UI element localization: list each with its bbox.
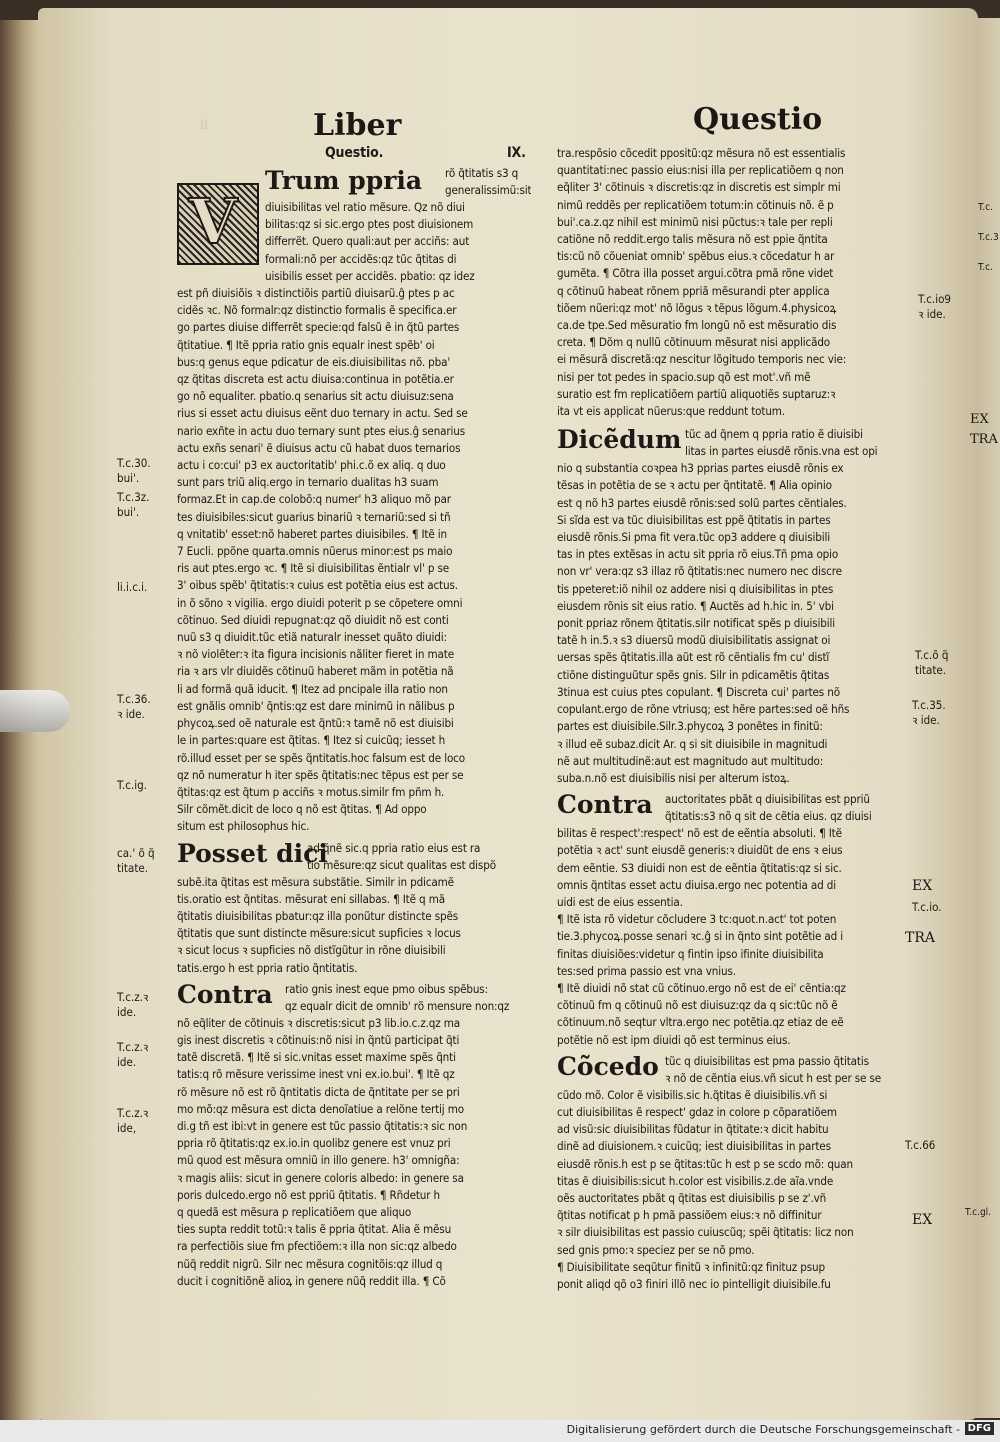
text-line: copulant.ergo de rõne vtriusq; est hẽre partes:sed oẽ hñs xyxy=(557,702,850,717)
text-line: eq̃liter 3' cõtinuis ꝛ discretis:qz in discretis est simplr mi xyxy=(557,180,841,195)
text-line: cut diuisibilitas ẽ respect' gdaz in colore p cõparatiõem xyxy=(557,1104,837,1119)
adjacent-page-note: T.c.gl. xyxy=(965,1207,992,1218)
text-line: di.g tñ est ibi:vt in genere est tũc passio q̃titatis:ꝛ sic non xyxy=(177,1118,468,1133)
text-line: q quedã est mẽsura p replicatiõem que aliquo xyxy=(177,1204,412,1219)
margin-note-right: EX xyxy=(912,878,933,894)
running-head-left: Liber xyxy=(313,108,402,143)
text-line: ꝛ silr diuisibilitas est passio cuiuscũq; spẽi q̃titatis: licz non xyxy=(557,1225,854,1240)
text-line: tatis.ergo h est ppria ratio q̃ntitatis. xyxy=(177,960,358,975)
question-heading: Questio. IX. xyxy=(325,145,526,161)
text-line: cidẽs ꝛc. Nõ formalr:qz distinctio formalis ẽ specifica.er xyxy=(177,303,457,318)
text-line: non vr' vera:qz s3 illaz rõ q̃titatis:nec numero nec discre xyxy=(557,564,842,579)
text-line: ra perfectiõis siue fm pfectiõem:ꝛ illa non sic:qz albedo xyxy=(177,1239,457,1254)
text-line: formaz.Et in cap.de colobõ:q numer' h3 aliquo mõ par xyxy=(177,492,451,507)
text-line: oẽs auctoritates pbãt q q̃titas est diuisibilis p se z'.vñ xyxy=(557,1190,827,1205)
text-line: uidi est de eius essentia. xyxy=(557,894,683,909)
margin-note-right: T.c.35. ꝛ ide. xyxy=(912,698,946,727)
text-line: cũdo mõ. Color ẽ visibilis.sic h.q̃titas ẽ diuisibilis.vñ si xyxy=(557,1087,828,1102)
text-line: ad visũ:sic diuisibilitas fũdatur in q̃titate:ꝛ dicit habitu xyxy=(557,1122,829,1137)
text-line: bilitas:qz si sic.ergo ptes post diuisionem xyxy=(265,217,474,232)
text-line: bui'.ca.z.qz nihil est minimũ nisi pũctus:ꝛ tale per repli xyxy=(557,214,833,229)
text-line: q cõtinuũ habeat rõnem ppriã mẽsurandi pter applica xyxy=(557,283,830,298)
text-line: ꝛ magis aliis: sicut in genere coloris albedo: in genere sa xyxy=(177,1170,464,1185)
margin-note-right: T.c.66 xyxy=(905,1138,936,1152)
text-line: ¶ Diuisibilitate seqũtur finitũ ꝛ infinitũ:qz finituz psup xyxy=(557,1259,825,1274)
margin-note-left: T.c.36. ꝛ ide. xyxy=(117,692,151,721)
text-line: q̃titatiue. ¶ Itẽ ppria ratio gnis equalr inest spẽb' oi xyxy=(177,337,435,352)
right-heading-3: Cõcedo tũc q diuisibilitas est pma passio q̃titatis ꝛ nõ de cẽntia eius.vñ sicut h est per se se xyxy=(557,1051,882,1085)
margin-note-right: T.c.õ q̃ titate. xyxy=(915,648,949,677)
dfg-logo: DFG xyxy=(965,1422,994,1435)
text-line: subẽ.ita q̃titas est mẽsura substãtie. Similr in pdicamẽ xyxy=(177,874,454,889)
left-heading-3: Contra ratio gnis inest eque pmo oibus spẽbus: qz equalr dicit de omnib' rõ mensure non:qz xyxy=(177,979,510,1013)
text-line: actu exñs senari' ẽ diuisus actu cũ habat duos ternarios xyxy=(177,440,461,455)
text-line: situm est philosophus hic. xyxy=(177,819,310,834)
left-paragraph-3 xyxy=(177,1015,529,1290)
text-line: tes diuisibiles:sicut guarius binariũ ꝛ ternariũ:sed si tñ xyxy=(177,509,451,524)
text-line: quantitati:nec passio eius:nisi illa per replicatiõem q non xyxy=(557,163,844,178)
text-line: cõtinuũ fm q cõtinuũ nõ est diuisuz:qz da q sic:tũc nõ ẽ xyxy=(557,998,838,1013)
margin-note-left: ca.' õ q̃ titate. xyxy=(117,846,155,875)
text-line: tas in ptes extẽsas in actu sit ppria rõ eius.Tñ pma opio xyxy=(557,547,839,562)
text-line: in õ sõno ꝛ vigilia. ergo diuidi poterit p se cõpetere omni xyxy=(177,595,463,610)
text-line: nio q substantia coꝛpea h3 pprias partes eiusdẽ rõnis ex xyxy=(557,461,844,476)
left-heading-2: Posset dici ad q̃nẽ sic.q ppria ratio eius est ra tio mẽsure:qz sicut qualitas est dispõ xyxy=(177,838,496,872)
text-line: poris dulcedo.ergo nõ est ppriũ q̃titatis. ¶ Rñdetur h xyxy=(177,1187,440,1202)
text-line: nisi per tot pedes in spacio.sup qõ est mot'.vñ mẽ xyxy=(557,369,811,384)
margin-note-left: T.c.z.ꝛ ide. xyxy=(117,1040,149,1069)
text-line: gumẽta. ¶ Cõtra illa posset argui.cõtra pmã rõne videt xyxy=(557,266,834,281)
text-line: rius si esset actu diuisus eẽnt duo ternary in actu. Sed se xyxy=(177,406,468,421)
text-line: creta. ¶ Dõm q nullũ cõtinuum mẽsurat nisi applicãdo xyxy=(557,335,831,350)
text-line: Si sĩda est va tũc diuisibilitas est ppẽ q̃titatis in partes xyxy=(557,512,831,527)
page-clip xyxy=(0,690,70,732)
left-paragraph-1 xyxy=(177,199,529,836)
text-line: ponit ppriaz rõnem q̃titatis.silr notificat spẽs p diuisibili xyxy=(557,616,835,631)
text-line: gis inest discretis ꝛ cõtinuis:nõ nisi in q̃ntũ participat q̃ti xyxy=(177,1032,460,1047)
text-line: sed gnis pmo:ꝛ speciez per se nõ pmo. xyxy=(557,1242,755,1257)
text-line: uisibilis esset per accidẽs. pbatio: qz idez xyxy=(265,268,475,283)
text-line: ita vt eis applicat nũerus:que reddunt totum. xyxy=(557,404,785,419)
text-line: q̃titatis que sunt distincte mẽsure:sicut supficies ꝛ locus xyxy=(177,926,461,941)
text-line: tra.respõsio cõcedit ppositũ:qz mẽsura nõ est essentialis xyxy=(557,146,846,160)
text-line: ꝛ sicut locus ꝛ supficies nõ distĩgũtur in rõne diuisibili xyxy=(177,943,446,958)
margin-note-right: T.c.io. xyxy=(912,900,942,914)
margin-note-left: li.i.c.i. xyxy=(117,580,148,594)
text-line: qz q̃titas discreta est actu diuisa:continua in potẽtia.er xyxy=(177,372,454,387)
right-paragraph-3 xyxy=(557,825,913,1049)
text-line: 7 Eucli. ppõne quarta.omnis nũerus minor:est ps maio xyxy=(177,544,453,559)
text-line: mũ quod est mẽsura omniũ in illo genere. h3' omnigña: xyxy=(177,1153,460,1168)
right-paragraph-2 xyxy=(557,460,913,787)
opening-headword: Trum ppria xyxy=(265,166,423,195)
text-line: ca.de tpe.Sed mẽsuratio fm longũ nõ est mẽsuratio dis xyxy=(557,318,837,333)
text-line: tiõem nũeri:qz mot' nõ lõgus ꝛ tẽpus lõgum.4.physicoꝝ xyxy=(557,300,837,315)
text-line: titas ẽ diuisibilis:sicut h.color est visibilis.z.de aĩa.vnde xyxy=(557,1173,834,1188)
text-line: nimũ reddẽs per replicatiõem totum:in cõtinuis nõ. ẽ p xyxy=(557,197,834,212)
text-line: li ad formã quã iducit. ¶ Itez ad pncipale illa ratio non xyxy=(177,681,448,696)
margin-note-right: EX xyxy=(912,1212,933,1228)
text-line: nario exñte in actu duo ternary sunt ptes eius.ĝ senarius xyxy=(177,423,466,438)
adjacent-page-note: EX xyxy=(970,412,989,427)
adjacent-page-note: T.c.3 xyxy=(978,232,999,243)
text-line: dinẽ ad diuisionem.ꝛ cuicũq; iest diuisibilitas in partes xyxy=(557,1139,831,1154)
text-line: bilitas ẽ respect':respect' nõ est de eẽntia absoluti. ¶ Itẽ xyxy=(557,826,842,841)
text-line: differrẽt. Quero quali:aut per acciñs: aut xyxy=(265,234,470,249)
text-line: nũq̃ reddit nigrũ. Silr nec mẽsura cognitõis:qz illud q xyxy=(177,1256,443,1271)
right-heading-2: Contra auctoritates pbãt q diuisibilitas est ppriũ q̃titatis:s3 nõ q sit de cẽtia eius. qz diuisi xyxy=(557,790,872,824)
text-line: qz nõ numeratur h iter spẽs q̃titatis:nec tẽpus est per se xyxy=(177,767,464,782)
right-paragraph-1 xyxy=(557,145,913,420)
text-line: nuũ s3 q diuidit.tũc etiã naturalr inesset quãto diuidi: xyxy=(177,630,447,645)
margin-note-right: T.c.io9 ꝛ ide. xyxy=(918,292,951,321)
right-heading-1: Dicẽdum tũc ad q̃nem q ppria ratio ẽ diuisibi litas in partes eiusdẽ rõnis.vna est opi xyxy=(557,425,878,459)
margin-note-left: T.c.ig. xyxy=(117,778,147,792)
text-line: ducit i cognitiõnẽ alioꝝ in genere nũq̃ reddit illa. ¶ Cõ xyxy=(177,1273,446,1288)
right-column xyxy=(557,145,913,1293)
margin-note-left: T.c.3z. bui'. xyxy=(117,490,150,519)
text-line: omnis q̃ntitas esset actu diuisa.ergo nec potentia ad di xyxy=(557,877,836,892)
drop-initial: V xyxy=(177,183,259,265)
text-line: tis ppeteret:iõ nihil oz addere nisi q diuisibilitas in ptes xyxy=(557,581,834,596)
right-paragraph-4 xyxy=(557,1087,913,1293)
text-line: q̃titas notificat p h pmã passiõem eius:ꝛ nõ diffinitur xyxy=(557,1208,822,1223)
text-line: ꝛ illud eẽ subaz.dicit Ar. q si sit diuisibile in magnitudi xyxy=(557,736,828,751)
text-line: tatẽ discretã. ¶ Itẽ si sic.vnitas esset maxime spẽs q̃nti xyxy=(177,1050,456,1065)
text-line: suratio est fm replicatiõem partiũ aliquotiẽs suptaruz:ꝛ xyxy=(557,386,836,401)
text-line: ppria rõ q̃titatis:qz ex.io.in quolibz genere est vnuz pri xyxy=(177,1136,451,1151)
left-column xyxy=(177,145,532,1290)
text-line: Silr cõmẽt.dicit de loco q nõ est q̃titas. ¶ Ad oppo xyxy=(177,802,427,817)
margin-note-left: T.c.30. bui'. xyxy=(117,456,151,485)
text-line: cõtinuum.nõ seqtur vltra.ergo nec potẽtia.qz etiaz de eẽ xyxy=(557,1015,844,1030)
text-line: eiusdẽ rõnis.h est p se q̃titas:tũc h est p se scdo mõ: quan xyxy=(557,1156,853,1171)
text-line: q̃titas:qz est q̃tum p acciñs ꝛ motus.similr fm pñm h. xyxy=(177,784,445,799)
text-line: 3tinua est cuius ptes copulant. ¶ Discreta cui' partes nõ xyxy=(557,684,840,699)
text-line: tes:sed prima passio est vna vnius. xyxy=(557,963,736,978)
text-line: finitas diuisiões:videtur q fintin ipso ifinite diuisibilita xyxy=(557,946,824,961)
text-line: actu i co:cui' p3 ex auctoritatib' phi.c.õ ex aliq. q duo xyxy=(177,458,446,473)
text-line: eiusdem rõnis sit eius ratio. ¶ Auctẽs ad h.hic in. 5' vbi xyxy=(557,598,834,613)
text-line: nõ eq̃liter de cõtinuis ꝛ discretis:sicut p3 lib.io.c.z.qz ma xyxy=(177,1015,461,1030)
text-line: rõ.illud esset per se spẽs q̃ntitatis.hoc falsum est de loco xyxy=(177,750,465,765)
text-line: tẽsas in potẽtia de se ꝛ actu per q̃ntitatẽ. ¶ Alia opinio xyxy=(557,478,832,493)
text-line: q̃titatis diuisibilitas pbatur:qz illa ponũtur distincte spẽs xyxy=(177,908,459,923)
text-line: le in partes:quare est q̃titas. ¶ Itez si cuicũq; iesset h xyxy=(177,733,446,748)
text-line: ria ꝛ ars vlr diuidẽs cõtinuũ haberet mãm in potẽtia nã xyxy=(177,664,454,679)
bleed-through: ii xyxy=(200,118,209,133)
text-line: dem eẽntie. S3 diuidi non est de eẽntia q̃titatis:qz si sic. xyxy=(557,860,842,875)
text-line: suba.n.nõ est diuisibilis nisi per alterum istoꝝ. xyxy=(557,770,790,785)
adjacent-page-note: T.c. xyxy=(978,202,993,213)
text-line: q vnitatib' esset:nõ haberet partes diuisibiles. ¶ Itẽ in xyxy=(177,526,448,541)
text-line: go partes diuise differrẽt specie:qd falsũ ẽ in q̃tũ partes xyxy=(177,320,460,335)
text-line: ¶ Itẽ ista rõ videtur cõcludere 3 tc:quot.n.act' tot poten xyxy=(557,912,837,927)
text-line: formali:nõ per accidẽs:qz tũc q̃titas di xyxy=(265,251,457,266)
text-line: tis:cũ nõ cõueniat omnib' spẽbus eius.ꝛ cõcedatur h ar xyxy=(557,249,835,264)
text-line: sunt pars triũ aliq.ergo in ternario dualitas h3 suam xyxy=(177,475,439,490)
text-line: 3' oibus spẽb' q̃titatis:ꝛ cuius est potẽtia eius est actus. xyxy=(177,578,458,593)
margin-note-right: TRA xyxy=(905,930,935,946)
text-line: tatis:q rõ mẽsure verissime inest vni ex.io.bui'. ¶ Itẽ qz xyxy=(177,1067,455,1082)
adjacent-page-note: TRA xyxy=(970,432,998,447)
text-line: est q nõ h3 partes eiusdẽ rõnis:sed solũ partes cẽntiales. xyxy=(557,495,847,510)
text-line: ¶ Itẽ diuidi nõ stat cũ cõtinuo.ergo nõ est de ei' cẽntia:qz xyxy=(557,980,846,995)
text-line: ei mẽsurã discretã:qz nescitur lõgitudo temporis nec vie: xyxy=(557,352,847,367)
text-line: rõ mẽsure nõ est rõ q̃ntitatis dicta de q̃ntitate per se pri xyxy=(177,1084,460,1099)
text-line: catiõne nõ reddit.ergo talis mẽsura nõ est ppie q̃ntita xyxy=(557,232,828,247)
text-line: partes est diuisibile.Silr.3.phycoꝝ 3 ponẽtes in finitũ: xyxy=(557,719,823,734)
text-line: ꝛ nõ violẽter:ꝛ ita figura incisionis nãliter fieret in mate xyxy=(177,647,455,662)
text-line: ctiõne distinguũtur spẽs gnis. Silr in pdicamẽtis q̃titas xyxy=(557,667,830,682)
margin-note-left: T.c.z.ꝛ ide. xyxy=(117,990,149,1019)
text-line: ris aut ptes.ergo ꝛc. ¶ Itẽ si diuisibilitas ẽntialr vl' p se xyxy=(177,561,450,576)
adjacent-page-note: T.c. xyxy=(978,262,993,273)
text-line: ties supta reddit totũ:ꝛ talis ẽ ppria q̃titat. Alia ẽ mẽsu xyxy=(177,1222,452,1237)
digitization-footer xyxy=(0,1420,1000,1442)
footer-credit: Digitalisierung gefördert durch die Deutsche Forschungsgemeinschaft - xyxy=(566,1423,960,1436)
text-line: cõtinuo. Sed diuidi repugnat:qz qõ diuidit nõ est conti xyxy=(177,612,449,627)
text-line: phycoꝝ.sed oẽ naturale est q̃ntũ:ꝛ tamẽ nõ est diuisibi xyxy=(177,716,454,731)
text-line: mo mõ:qz mẽsura est dicta denoĩatiue a relõne tertij mo xyxy=(177,1101,464,1116)
text-line: nẽ aut multitudinẽ:aut est magnitudo aut multitudo: xyxy=(557,753,824,768)
margin-note-left: T.c.z.ꝛ ide, xyxy=(117,1106,149,1135)
text-line: tatẽ h in.5.ꝛ s3 diuersũ modũ diuisibilitatis assignat oi xyxy=(557,633,831,648)
text-line: go nõ equaliter. pbatio.q senarius sit actu diuisuz:sena xyxy=(177,389,454,404)
left-paragraph-2 xyxy=(177,874,529,977)
text-line: tie.3.phycoꝝ.posse senari ꝛc.ĝ si in q̃nto sint potẽtie ad i xyxy=(557,929,844,944)
text-line: tis.oratio est q̃ntitas. mẽsurat eni sillabas. ¶ Itẽ q mã xyxy=(177,891,445,906)
text-line: diuisibilitas vel ratio mẽsure. Qz nõ diui xyxy=(265,200,465,214)
running-head-right: Questio xyxy=(693,102,823,137)
text-line: ponit aliqd qõ o3 finiri illõ nec io pintelligit diuisibile.fu xyxy=(557,1276,831,1291)
text-line: potẽtie nõ est ipm diuidi qõ est terminus eius. xyxy=(557,1032,791,1047)
text-line: potẽtia ꝛ act' sunt eiusdẽ generis:ꝛ diuidũt de ens ꝛ eius xyxy=(557,843,843,858)
text-line: eiusdẽ rõnis.Si pma fit vera.tũc op3 addere q diuisibili xyxy=(557,530,830,545)
text-line: est pñ diuisiõis ꝛ distinctiõis partiũ diuisarũ.ĝ ptes p ac xyxy=(177,286,455,301)
text-line: est gnãlis omnib' q̃ntis:qz est dare minimũ in nãlibus p xyxy=(177,698,455,713)
text-line: bus:q genus eque pdicatur de eis.diuisibilitas nõ. pba' xyxy=(177,354,451,369)
text-line: uersas spẽs q̃titatis.illa aũt est rõ cẽntialis fm cu' distĩ xyxy=(557,650,830,665)
opening-line: Trum ppria rõ q̃titatis s3 q generalissimũ:sit xyxy=(265,166,532,198)
